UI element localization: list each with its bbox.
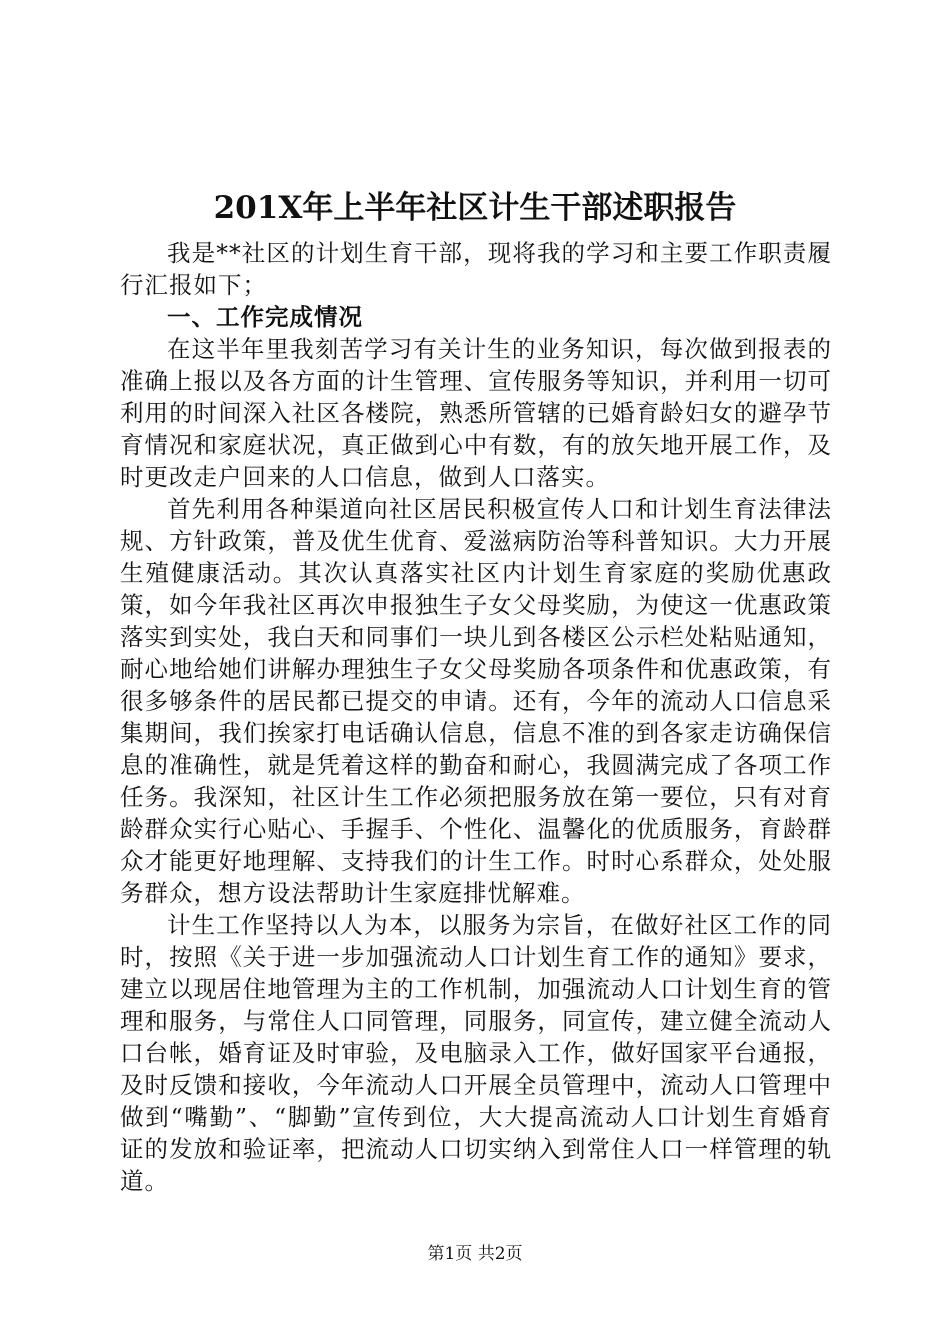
- body-paragraph-3: 计生工作坚持以人为本，以服务为宗旨，在做好社区工作的同时，按照《关于进一步加强流动人口计划生育工作的通知》要求，建立以现居住地管理为主的工作机制，加强流动人口计划生育的管理和服务，与常住人口同管理，同服务，同宣传，建立健全流动人口台帐，婚育证及时审验，及电脑录入工作，做好国家平台通报，及时反馈和接收，今年流动人口开展全员管理中，流动人口管理中做到“嘴勤”、“脚勤”宣传到位，大大提高流动人口计划生育婚育证的发放和验证率，把流动人口切实纳入到常住人口一样管理的轨道。: [120, 911, 832, 1195]
- body-paragraph-1: 在这半年里我刻苦学习有关计生的业务知识，每次做到报表的准确上报以及各方面的计生管理、宣传服务等知识，并利用一切可利用的时间深入社区各楼院，熟悉所管辖的已婚育龄妇女的避孕节育情况和家庭状况，真正做到心中有数，有的放矢地开展工作，及时更改走户回来的人口信息，做到人口落实。: [120, 335, 832, 491]
- page-footer: 第1页 共2页: [427, 1244, 523, 1264]
- body-paragraph-2: 首先利用各种渠道向社区居民积极宣传人口和计划生育法律法规、方针政策，普及优生优育、爱滋病防治等科普知识。大力开展生殖健康活动。其次认真落实社区内计划生育家庭的奖励优惠政策，如今年我社区再次申报独生子女父母奖励，为使这一优惠政策落实到实处，我白天和同事们一块儿到各楼区公示栏处粘贴通知，耐心地给她们讲解办理独生子女父母奖励各项条件和优惠政策，有很多够条件的居民都已提交的申请。还有，今年的流动人口信息采集期间，我们挨家打电话确认信息，信息不准的到各家走访确保信息的准确性，就是凭着这样的勤奋和耐心，我圆满完成了各项工作任务。我深知，社区计生工作必须把服务放在第一要位，只有对育龄群众实行心贴心、手握手、个性化、温馨化的优质服务，育龄群众才能更好地理解、支持我们的计生工作。时时心系群众，处处服务群众，想方设法帮助计生家庭排忧解难。: [120, 495, 832, 907]
- intro-paragraph: 我是**社区的计划生育干部，现将我的学习和主要工作职责履行汇报如下；: [120, 239, 832, 299]
- section-heading: 一、工作完成情况: [167, 303, 363, 331]
- document-body: [120, 237, 832, 1197]
- document-title: 201X年上半年社区计生干部述职报告: [213, 190, 737, 226]
